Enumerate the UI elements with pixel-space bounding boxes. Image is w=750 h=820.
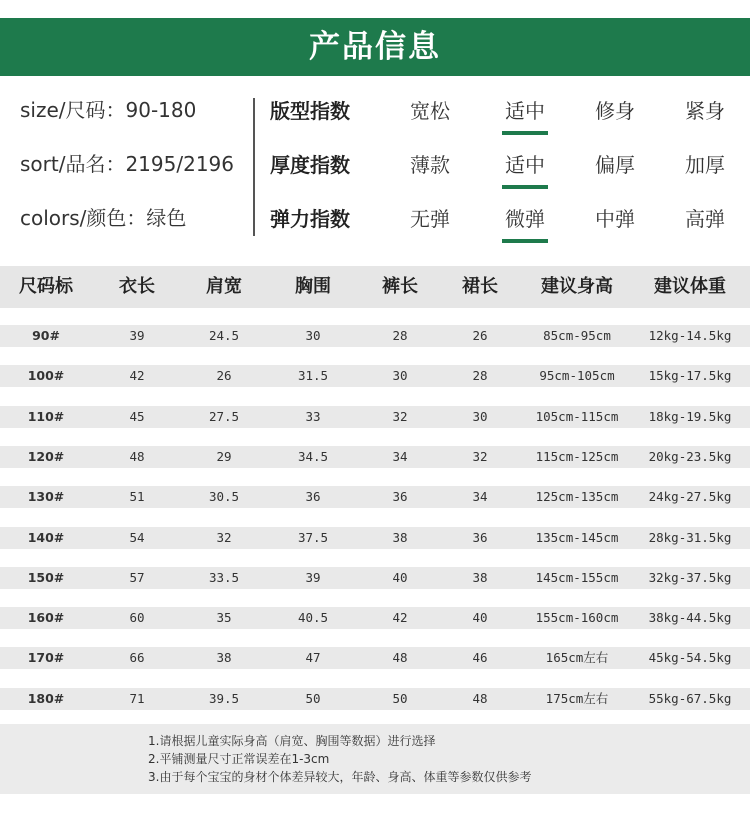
attribute-label: 弹力指数 [270,207,350,231]
table-cell: 30 [392,368,408,384]
table-cell: 40.5 [297,610,329,626]
table-row [0,647,750,669]
attribute-row [0,203,750,243]
attribute-option: 薄款 [410,153,450,177]
notes [0,724,750,794]
size-label: 90# [32,328,60,343]
sort-info: sort/品名：2195/2196 [20,152,234,176]
table-row [0,406,750,428]
table-cell: 125cm-135cm [535,489,619,505]
attribute-option: 加厚 [685,153,725,177]
table-cell: 36 [305,489,321,505]
table-cell: 34 [392,448,408,464]
table-cell: 15kg-17.5kg [648,368,732,384]
attribute-option: 宽松 [410,99,450,123]
table-cell: 60 [129,610,145,626]
table-cell: 48 [472,690,488,706]
table-cell: 36 [472,529,488,545]
table-cell: 135cm-145cm [535,529,619,545]
attribute-option-selected: 适中 [490,95,560,127]
table-cell: 27.5 [208,408,240,424]
table-cell: 45 [129,408,145,424]
attribute-option: 中弹 [595,207,635,231]
table-cell: 32 [216,529,232,545]
table-row [0,486,750,508]
table-cell: 165cm左右 [545,650,609,666]
table-cell: 30 [472,408,488,424]
table-cell: 46 [472,650,488,666]
attribute-option: 无弹 [410,207,450,231]
column-header: 胸围 [295,276,331,297]
column-header: 尺码标 [19,276,73,297]
attribute-label: 厚度指数 [270,153,350,177]
table-cell: 20kg-23.5kg [648,448,732,464]
table-cell: 34 [472,489,488,505]
table-cell: 31.5 [297,368,329,384]
table-cell: 50 [305,690,321,706]
table-row [0,325,750,347]
table-cell: 50 [392,690,408,706]
attribute-option: 紧身 [685,99,725,123]
table-row [0,607,750,629]
table-cell: 57 [129,569,145,585]
table-cell: 30 [305,328,321,343]
table-cell: 36 [392,489,408,505]
size-table-header [0,266,750,308]
attribute-option-selected: 微弹 [490,203,560,235]
table-cell: 105cm-115cm [535,408,619,424]
table-cell: 40 [472,610,488,626]
table-cell: 24.5 [208,328,240,343]
table-cell: 55kg-67.5kg [648,690,732,706]
table-cell: 33.5 [208,569,240,585]
table-cell: 95cm-105cm [539,368,615,384]
attribute-option: 偏厚 [595,153,635,177]
page-header [0,18,750,76]
column-header: 裙长 [462,276,498,297]
table-cell: 38 [216,650,232,666]
note-1: 1.请根据儿童实际身高（肩宽、胸围等数据）进行选择 [148,734,436,748]
column-header: 建议身高 [541,276,613,297]
table-cell: 85cm-95cm [543,328,611,343]
table-row [0,688,750,710]
table-cell: 35 [216,610,232,626]
table-cell: 115cm-125cm [535,448,619,464]
attribute-option: 修身 [595,99,635,123]
attribute-row [0,95,750,135]
table-cell: 18kg-19.5kg [648,408,732,424]
table-cell: 48 [129,448,145,464]
size-info: size/尺码：90-180 [20,98,197,122]
attribute-row [0,149,750,189]
table-row [0,365,750,387]
table-cell: 38 [472,569,488,585]
table-cell: 32 [472,448,488,464]
table-row [0,567,750,589]
column-header: 衣长 [119,276,155,297]
attribute-option: 高弹 [685,207,725,231]
size-label: 140# [27,529,65,545]
table-cell: 175cm左右 [545,690,609,706]
table-cell: 45kg-54.5kg [648,650,732,666]
column-header: 肩宽 [206,276,242,297]
table-cell: 37.5 [297,529,329,545]
table-cell: 51 [129,489,145,505]
table-row [0,446,750,468]
note-2: 2.平铺测量尺寸正常误差在1-3cm [148,752,330,766]
table-cell: 28kg-31.5kg [648,529,732,545]
table-cell: 42 [129,368,145,384]
note-3: 3.由于每个宝宝的身材个体差异较大，年龄、身高、体重等参数仅供参考 [148,770,532,784]
table-cell: 28 [472,368,488,384]
table-cell: 145cm-155cm [535,569,619,585]
table-cell: 66 [129,650,145,666]
table-cell: 24kg-27.5kg [648,489,732,505]
table-cell: 29 [216,448,232,464]
table-cell: 28 [392,328,408,343]
table-cell: 38 [392,529,408,545]
size-label: 160# [27,610,65,626]
table-cell: 38kg-44.5kg [648,610,732,626]
table-cell: 39 [129,328,145,343]
attribute-option-selected: 适中 [490,149,560,181]
size-label: 120# [27,448,65,464]
table-cell: 47 [305,650,321,666]
table-cell: 32kg-37.5kg [648,569,732,585]
table-cell: 155cm-160cm [535,610,619,626]
table-cell: 32 [392,408,408,424]
attribute-label: 版型指数 [270,99,350,123]
table-cell: 33 [305,408,321,424]
table-cell: 48 [392,650,408,666]
size-label: 170# [27,650,65,666]
size-label: 100# [27,368,65,384]
table-cell: 39 [305,569,321,585]
table-cell: 12kg-14.5kg [648,328,732,343]
table-cell: 42 [392,610,408,626]
color-info: colors/颜色：绿色 [20,206,187,230]
table-cell: 30.5 [208,489,240,505]
table-cell: 39.5 [208,690,240,706]
size-label: 150# [27,569,65,585]
table-row [0,527,750,549]
size-label: 180# [27,690,65,706]
table-cell: 34.5 [297,448,329,464]
table-cell: 26 [216,368,232,384]
table-cell: 71 [129,690,145,706]
table-cell: 40 [392,569,408,585]
column-header: 建议体重 [654,276,726,297]
page-title: 产品信息 [309,29,441,65]
table-cell: 54 [129,529,145,545]
table-cell: 26 [472,328,488,343]
size-label: 130# [27,489,65,505]
size-label: 110# [27,408,65,424]
column-header: 裤长 [382,276,418,297]
